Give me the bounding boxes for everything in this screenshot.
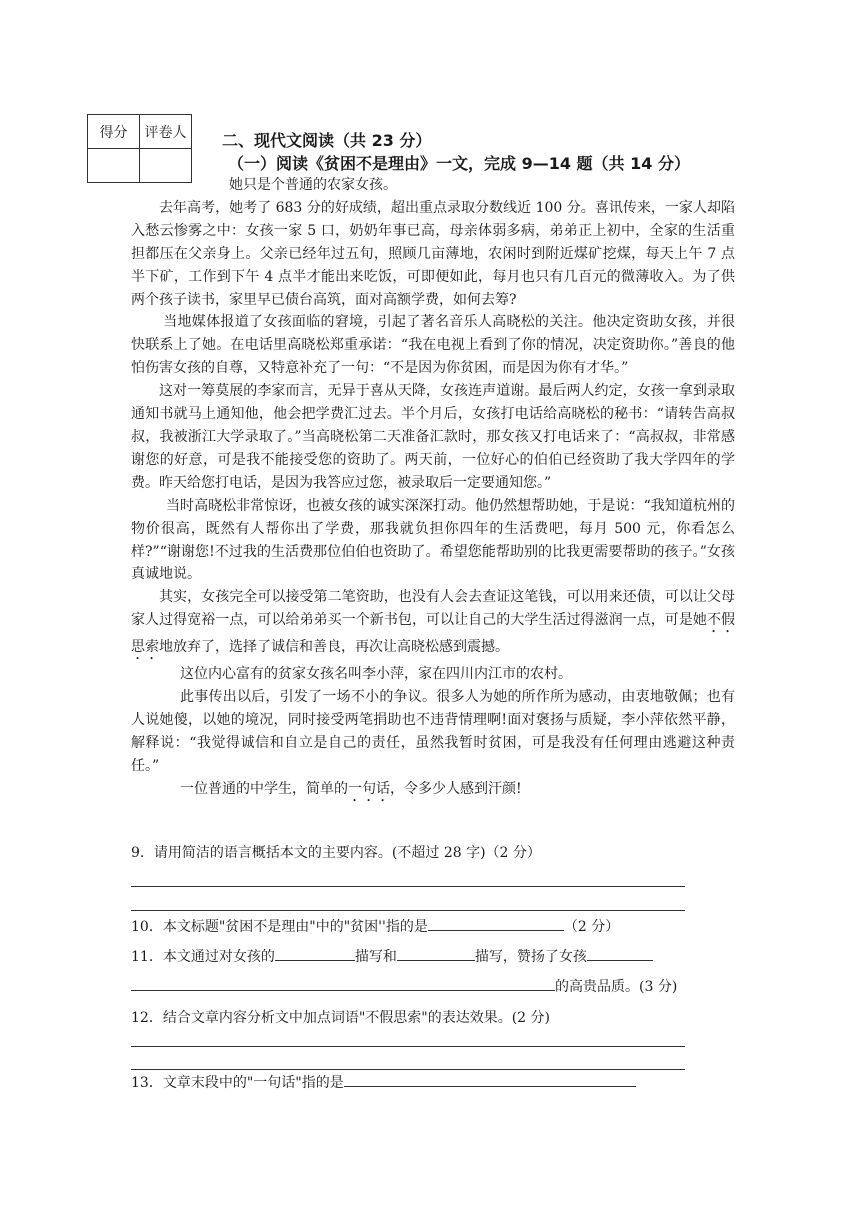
question-11-text-c: 描写，赞扬了女孩 [474, 949, 587, 965]
score-header: 得分 [88, 115, 140, 149]
paragraph-7: 这位内心富有的贫家女孩名叫李小萍，家在四川内江市的农村。 [180, 666, 572, 683]
section-title: 二、现代文阅读（共 23 分） [222, 131, 432, 150]
paragraph-3: 当地媒体报道了女孩面临的窘境，引起了著名音乐人高晓松的关注。他决定资助女孩，并很快联系上了她。在电话里高晓松郑重承诺：“我在电视上看到了你的情况，决定资助你。”善良的他怕伤害女孩的自尊，又特意补充了一句：“不是因为你贫困，而是因为你有才华。” [131, 314, 735, 377]
question-10-points: （2 分） [563, 919, 620, 935]
paragraph-9-text-b: ，令多少人感到汗颜! [390, 780, 522, 797]
paragraph-6-text-b: 地放弃了，选择了诚信和善良，再次让高晓松感到震撼。 [159, 639, 509, 656]
question-11-text-a: 11．本文通过对女孩的 [131, 949, 275, 965]
paragraph-4: 这对一筹莫展的李家而言，无异于喜从天降，女孩连声道谢。最后两人约定，女孩一拿到录取通知书就马上通知他，他会把学费汇过去。半个月后，女孩打电话给高晓松的秘书：“请转告高叔叔，我被浙江大学录取了。”当高晓松第二天准备汇款时，那女孩又打电话来了：“高叔叔，非常感谢您的好意，可是我不能接受您的资助了。两天前，一位好心的伯伯已经资助了我大学四年的学费。昨天给您打电话，是因为我答应过您，被录取后一定要通知您。” [131, 383, 735, 491]
question-10-text: 10．本文标题"贫困不是理由"中的"贫困''指的是 [131, 919, 428, 935]
question-13-text: 13．文章末段中的"一句话"指的是 [131, 1075, 344, 1091]
answer-line-12a[interactable] [131, 1046, 685, 1047]
answer-blank-11b[interactable] [397, 946, 475, 961]
reading-passage [131, 174, 735, 805]
answer-blank-11c[interactable] [587, 946, 653, 961]
paragraph-1: 她只是个普通的农家女孩。 [229, 177, 397, 193]
answer-blank-11a[interactable] [275, 946, 355, 961]
answer-blank-11d[interactable] [131, 976, 555, 991]
dotted-phrase-yijuhua: 一句话 [348, 780, 390, 797]
paragraph-9-text-a: 一位普通的中学生，简单的 [180, 780, 348, 797]
answer-line-9a[interactable] [131, 886, 685, 887]
subsection-title: （一）阅读《贫困不是理由》一文，完成 9—14 题（共 14 分） [228, 154, 690, 173]
paragraph-8: 此事传出以后，引发了一场不小的争议。很多人为她的所作所为感动，由衷地敬佩；也有人说她傻，以她的境况，同时接受两笔捐助也不违背情理啊!面对褒扬与质疑，李小萍依然平静，解释说：“我觉得诚信和自立是自己的责任，虽然我暂时贫困，可是我没有任何理由逃避这种责任。” [131, 689, 735, 774]
answer-blank-10[interactable] [428, 916, 564, 931]
paragraph-9 [131, 778, 735, 805]
answer-line-12b[interactable] [131, 1069, 685, 1070]
question-13 [131, 1072, 636, 1092]
question-12: 12．结合文章内容分析文中加点词语"不假思索"的表达效果。(2 分) [131, 1010, 550, 1026]
paragraph-5: 当时高晓松非常惊讶，也被女孩的诚实深深打动。他仍然想帮助她，于是说：“我知道杭州的物价很高，既然有人帮你出了学费，那我就负担你四年的生活费吧，每月 500 元，你看怎么样?”“谢谢您!不过我的生活费那位伯伯也资助了。希望您能帮助别的比我更需要帮助的孩子。”女孩真诚地说。 [131, 497, 735, 583]
question-9: 9．请用简洁的语言概括本文的主要内容。(不超过 28 字)（2 分） [131, 845, 541, 861]
question-11-cont [131, 976, 677, 996]
question-11-text-d: 的高贵品质。(3 分) [555, 979, 678, 995]
paragraph-2: 去年高考，她考了 683 分的好成绩，超出重点录取分数线近 100 分。喜讯传来，一家人却陷入愁云惨雾之中：女孩一家 5 口，奶奶年事已高，母亲体弱多病，弟弟正上初中，全家的生活重担都压在父亲身上。父亲已经年过五旬，照顾几亩薄地，农闲时到附近煤矿挖煤，每天上午 7 点半下矿，工作到下午 4 点半才能出来吃饭，可即便如此，每月也只有几百元的微薄收入。为了供两个孩子读书，家里早已债台高筑，面对高额学费，如何去筹? [131, 199, 735, 308]
answer-blank-13[interactable] [344, 1072, 636, 1087]
question-11 [131, 946, 653, 966]
score-box [87, 114, 192, 183]
paragraph-6 [131, 586, 735, 663]
dotted-phrase-buja-sisuo: 不假思索 [131, 612, 736, 656]
paragraph-6-text-a: 其实，女孩完全可以接受第二笔资助，也没有人会去查证这笔钱，可以用来还债，可以让父母家人过得宽裕一点，可以给弟弟买一个新书包，可以让自己的大学生活过得滋润一点，可是她 [131, 589, 735, 629]
question-10 [131, 916, 619, 936]
grader-header: 评卷人 [140, 115, 192, 149]
question-11-text-b: 描写和 [354, 949, 397, 965]
answer-line-9b[interactable] [131, 910, 685, 911]
